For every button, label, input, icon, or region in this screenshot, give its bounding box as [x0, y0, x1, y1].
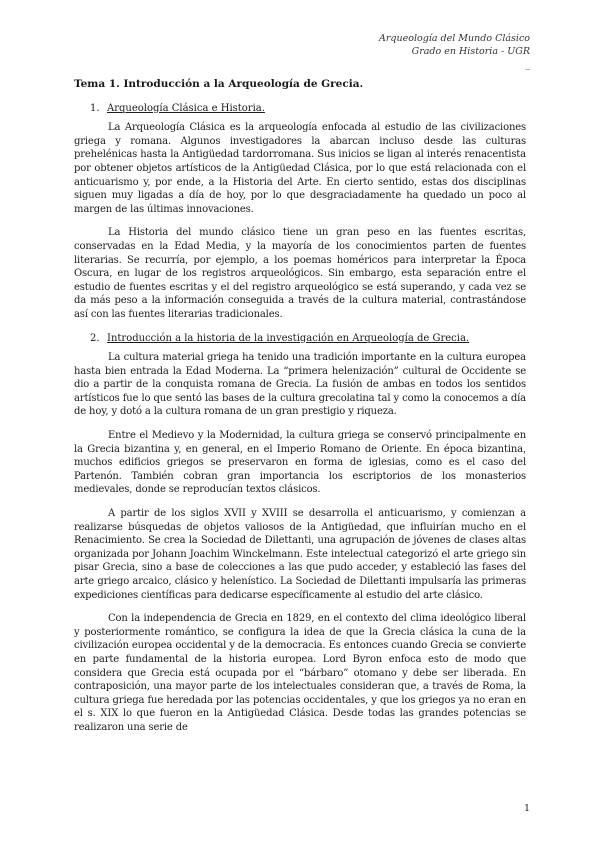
course-title: Arqueología del Mundo Clásico: [379, 33, 530, 44]
section-heading-1: [90, 102, 526, 116]
paragraph: Con la independencia de Grecia en 1829, en el contexto del clima ideológico liberal y posteriormente romántico, se configura la idea de que la Grecia clásica la cuna de la civilización europea occidental y de la democracia. Es entonces cuando Grecia se convierte en parte fundamental de la historia europea. Lord Byron enfoca esto de modo que considera que Grecia está ocupada por el “bárbaro” otomano y debe ser liberada. En contraposición, una mayor parte de los intelectuales consideran que, a través de Roma, la cultura griega fue heredada por las potencias occidentales, y que los griegos ya no eran en el s. XIX lo que fueron en la Antigüedad Clásica. Desde todas las grandes potencias se realizaron una serie de: [74, 613, 526, 733]
paragraph: La cultura material griega ha tenido una tradición importante en la cultura europea hasta bien entrada la Edad Moderna. La “primera helenización” cultural de Occidente se dio a partir de la conquista romana de Grecia. La fusión de ambas en todos los sentidos artísticos fue lo que sentó las bases de la cultura grecolatina tal y como la conocemos a día de hoy, y dotó a la cultura romana de un gran prestigio y riqueza.: [74, 352, 526, 418]
page-header: [379, 32, 530, 71]
degree-title: Grado en Historia - UGR: [411, 46, 530, 57]
document-body: [74, 78, 526, 745]
paragraph: A partir de los siglos XVII y XVIII se desarrolla el anticuarismo, y comienzan a realizarse búsquedas de objetos valiosos de la Antigüedad, que influirían mucho en el Renacimiento. Se crea la Sociedad de Dilettanti, una agrupación de jóvenes de clases altas organizada por Johann Joachim Winckelmann. Este intelectual categorizó el arte griego sin pisar Grecia, sino a base de colecciones a las que pudo acceder, y estableció las fases del arte griego arcaico, clásico y helenístico. La Sociedad de Dilettanti impulsaría las primeras expediciones científicas para dedicarse específicamente al estudio del arte clásico.: [74, 508, 526, 601]
paragraph: La Arqueología Clásica es la arqueología enfocada al estudio de las civilizaciones griega y romana. Algunos investigadores la abarcan incluso desde las culturas prehelénicas hasta la Antigüedad tardorromana. Sus inicios se ligan al interés renacentista por obtener objetos artísticos de la Antigüedad Clásica, por lo que está relacionada con el anticuarismo y, por ende, a la Historia del Arte. En cierto sentido, estas dos disciplinas siguen muy ligadas a día de hoy, por lo que desgraciadamente ha quedado un poco al margen de las últimas innovaciones.: [74, 122, 526, 215]
section-title: Arqueología Clásica e Historia.: [107, 102, 265, 114]
section-title: Introducción a la historia de la investigación en Arqueología de Grecia.: [107, 332, 470, 344]
paragraph: La Historia del mundo clásico tiene un gran peso en las fuentes escritas, conservadas en la Edad Media, y la mayoría de los conocimientos parten de fuentes literarias. Se recurría, por ejemplo, a los poemas homéricos para interpretar la Época Oscura, en lugar de los registros arqueológicos. Sin embargo, esta separación entre el estudio de fuentes escritas y el del registro arqueológico se está superando, y cada vez se da más peso a la información conseguida a través de la cultura material, contrastándose así con las fuentes literarias tradicionales.: [74, 227, 526, 320]
section-number: 2.: [90, 332, 100, 344]
document-title: Tema 1. Introducción a la Arqueología de Grecia.: [74, 78, 364, 90]
section-number: 1.: [90, 102, 100, 114]
section-heading-2: [90, 332, 526, 346]
page-number: 1: [523, 803, 530, 814]
paragraph: Entre el Medievo y la Modernidad, la cultura griega se conservó principalmente en la Grecia bizantina y, en general, en el Imperio Romano de Oriente. En época bizantina, muchos edificios griegos se preservaron en forma de iglesias, como es el caso del Partenón. También cobran gran importancia los escriptorios de los monasterios medievales, donde se reproducían textos clásicos.: [74, 430, 526, 496]
header-dash: _: [525, 59, 530, 70]
